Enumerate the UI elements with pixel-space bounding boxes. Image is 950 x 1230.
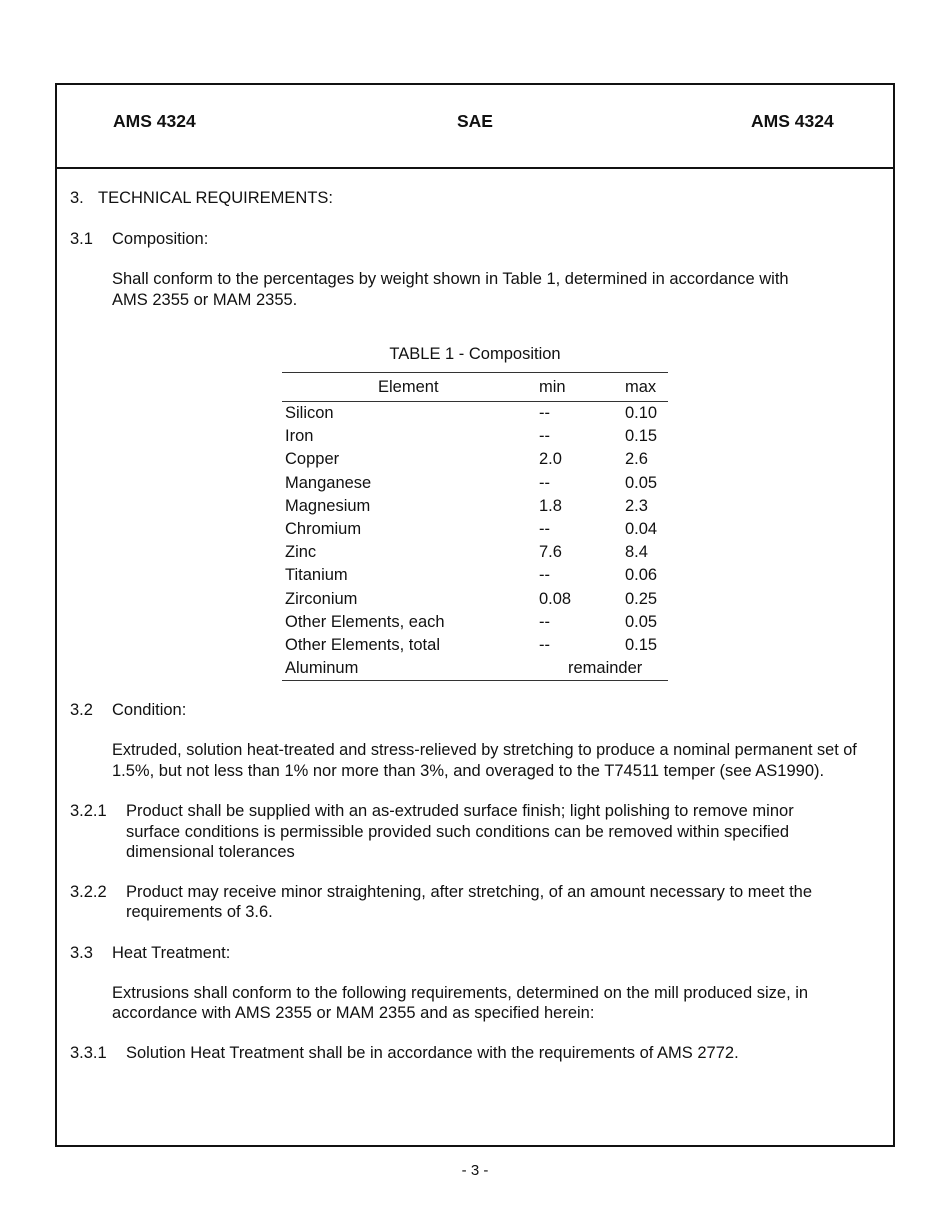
cell-min: -- xyxy=(539,473,550,492)
cell-element: Other Elements, total xyxy=(285,635,440,654)
table-header-min: min xyxy=(539,378,566,396)
cell-min: 2.0 xyxy=(539,450,562,469)
cell-min: -- xyxy=(539,612,550,631)
table-1-title: TABLE 1 - Composition xyxy=(389,345,561,363)
cell-element: Other Elements, each xyxy=(285,612,445,631)
composition-table xyxy=(282,372,668,681)
table-row xyxy=(282,588,668,611)
document-header xyxy=(57,85,893,169)
table-header-row xyxy=(282,373,668,402)
section-3-2-1-line1: Product shall be supplied with an as-extruded surface finish; light polishing to remove minor xyxy=(126,802,794,820)
section-3-2-number: 3.2 xyxy=(70,701,93,719)
header-spec-right: AMS 4324 xyxy=(751,111,834,131)
table-row xyxy=(282,634,668,657)
section-3-2-2-line1: Product may receive minor straightening, after stretching, of an amount necessary to meet the xyxy=(126,883,813,901)
cell-max: 0.15 xyxy=(625,427,658,446)
cell-min: -- xyxy=(539,635,550,654)
table-row xyxy=(282,495,668,518)
cell-max: 0.05 xyxy=(625,473,658,492)
section-3-number: 3. xyxy=(70,189,84,207)
table-row xyxy=(282,402,668,425)
cell-min: -- xyxy=(539,427,550,446)
header-org: SAE xyxy=(457,111,493,131)
cell-element: Silicon xyxy=(285,404,334,422)
section-3-2-title: Condition: xyxy=(112,701,187,719)
section-3-3-number: 3.3 xyxy=(70,944,93,962)
section-3-2-2-line2: requirements of 3.6. xyxy=(126,903,273,921)
cell-remainder: remainder xyxy=(568,659,643,678)
section-3-2-1-number: 3.2.1 xyxy=(70,802,107,820)
cell-max: 0.04 xyxy=(625,519,658,538)
header-spec-left: AMS 4324 xyxy=(113,111,196,131)
section-3-2-2-number: 3.2.2 xyxy=(70,883,107,901)
section-3-1-title: Composition: xyxy=(112,230,209,248)
cell-max: 8.4 xyxy=(625,543,648,562)
cell-element: Magnesium xyxy=(285,496,371,515)
table-row xyxy=(282,472,668,495)
cell-max: 2.3 xyxy=(625,496,648,515)
cell-min: -- xyxy=(539,519,550,538)
section-3-1-para-line2: AMS 2355 or MAM 2355. xyxy=(112,291,298,309)
cell-max: 2.6 xyxy=(625,450,648,469)
table-row xyxy=(282,564,668,587)
table-row xyxy=(282,541,668,564)
cell-min: -- xyxy=(539,404,550,422)
section-3-title: TECHNICAL REQUIREMENTS: xyxy=(98,189,333,207)
cell-element: Copper xyxy=(285,450,340,469)
section-3-3-title: Heat Treatment: xyxy=(112,944,231,962)
section-3-2-1-line2: surface conditions is permissible provided such conditions can be removed within specified xyxy=(126,823,790,841)
cell-element: Titanium xyxy=(285,566,348,585)
table-header-max: max xyxy=(625,378,657,396)
section-3-2-para-line2: 1.5%, but not less than 1% nor more than 3%, and overaged to the T74511 temper (see AS1990). xyxy=(112,762,825,780)
section-3-1-number: 3.1 xyxy=(70,230,93,248)
table-row xyxy=(282,611,668,634)
cell-min: 1.8 xyxy=(539,496,562,515)
cell-max: 0.25 xyxy=(625,589,658,608)
cell-max: 0.05 xyxy=(625,612,658,631)
section-3-3-1-text: Solution Heat Treatment shall be in accordance with the requirements of AMS 2772. xyxy=(126,1044,739,1062)
cell-element: Zinc xyxy=(285,543,317,562)
section-3-3-1-number: 3.3.1 xyxy=(70,1044,107,1062)
cell-element: Zirconium xyxy=(285,589,358,608)
cell-element: Manganese xyxy=(285,473,372,492)
section-3-3-para-line1: Extrusions shall conform to the following requirements, determined on the mill produced size, in xyxy=(112,984,809,1002)
cell-element: Iron xyxy=(285,427,314,446)
table-row-aluminum xyxy=(282,657,668,680)
cell-min: 7.6 xyxy=(539,543,562,562)
cell-max: 0.10 xyxy=(625,404,658,422)
section-3-3-para-line2: accordance with AMS 2355 or MAM 2355 and as specified herein: xyxy=(112,1004,595,1022)
cell-element: Aluminum xyxy=(285,659,359,678)
table-row xyxy=(282,518,668,541)
page-number: - 3 - xyxy=(461,1162,489,1179)
cell-min: 0.08 xyxy=(539,589,572,608)
table-row xyxy=(282,425,668,448)
cell-element: Chromium xyxy=(285,519,362,538)
cell-min: -- xyxy=(539,566,550,585)
cell-max: 0.15 xyxy=(625,635,658,654)
section-3-2-para-line1: Extruded, solution heat-treated and stress-relieved by stretching to produce a nominal permanent set of xyxy=(112,741,857,759)
section-3-1-para-line1: Shall conform to the percentages by weight shown in Table 1, determined in accordance with xyxy=(112,270,789,288)
table-header-element: Element xyxy=(378,378,439,396)
section-3-2-1-line3: dimensional tolerances xyxy=(126,843,295,861)
table-row xyxy=(282,448,668,471)
cell-max: 0.06 xyxy=(625,566,658,585)
